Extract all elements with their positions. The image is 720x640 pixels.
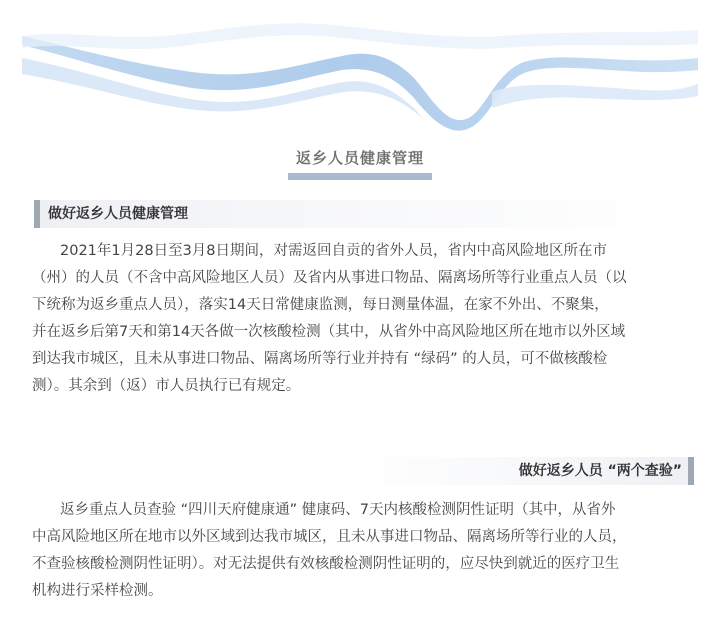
- paragraph-line: 并在返乡后第7天和第14天各做一次核酸检测（其中，从省外中高风险地区所在地市以外区域: [32, 324, 626, 340]
- paragraph-line: 到达我市城区，且未从事进口物品、隔离场所等行业并持有 “绿码” 的人员，可不做核酸检: [32, 351, 608, 367]
- paragraph-line: （州）的人员（不含中高风险地区人员）及省内从事进口物品、隔离场所等行业重点人员（以: [32, 270, 627, 286]
- article-title: [288, 147, 432, 180]
- paragraph-line: 2021年1月28日至3月8日期间，对需返回自贡的省外人员，省内中高风险地区所在市: [60, 243, 608, 259]
- title-underline: [288, 173, 432, 180]
- paragraph-line: 不查验核酸检测阴性证明）。对无法提供有效核酸检测阴性证明的，应尽快到就近的医疗卫生: [32, 556, 620, 572]
- heading-accent-bar: [34, 200, 40, 228]
- paragraph-line: 机构进行采样检测。: [32, 583, 163, 599]
- paragraph-line: 中高风险地区所在地市以外区域到达我市城区，且未从事进口物品、隔离场所等行业的人员，: [32, 529, 627, 545]
- section2-paragraph: [32, 497, 696, 605]
- section1-heading: [34, 200, 694, 228]
- section2-heading-text: 做好返乡人员 “两个查验”: [518, 463, 682, 479]
- article-title-text: 返乡人员健康管理: [295, 149, 424, 167]
- section1-paragraph: [32, 238, 696, 400]
- section2-heading: [340, 457, 694, 485]
- paragraph-line: 返乡重点人员查验 “四川天府健康通” 健康码、7天内核酸检测阴性证明（其中，从省外: [60, 502, 616, 518]
- heading-accent-bar: [688, 457, 694, 485]
- paragraph-line: 下统称为返乡重点人员），落实14天日常健康监测，每日测量体温，在家不外出、不聚集，: [32, 297, 609, 313]
- watercolor-wave-banner: [22, 0, 698, 135]
- section1-heading-text: 做好返乡人员健康管理: [48, 206, 188, 222]
- paragraph-line: 测）。其余到（返）市人员执行已有规定。: [32, 378, 301, 394]
